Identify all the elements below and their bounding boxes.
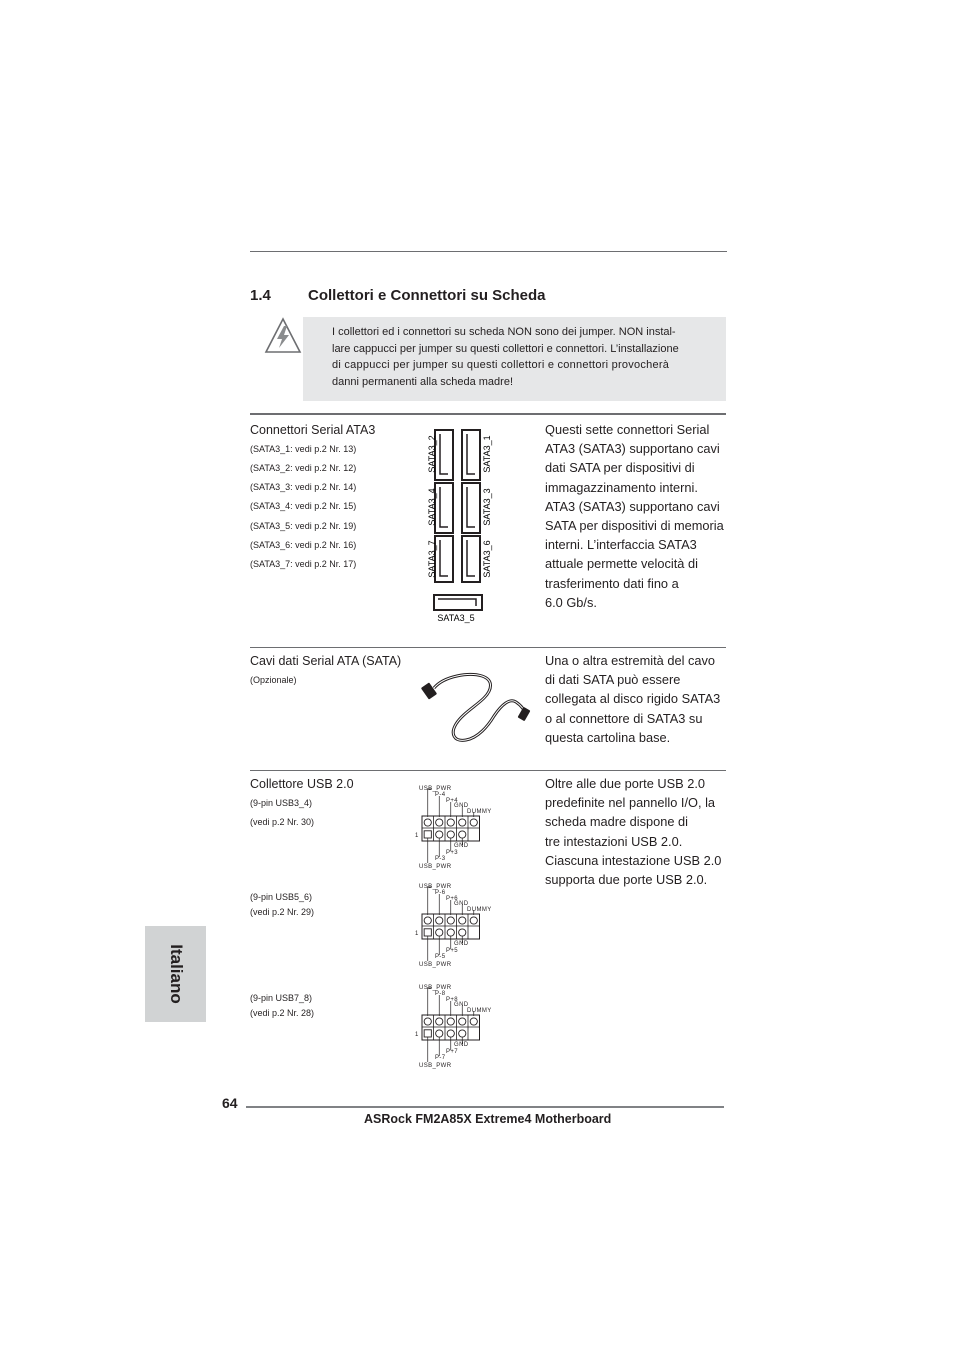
sata-port-sata3-1: [462, 430, 480, 480]
pin-label-gnd: GND: [454, 843, 469, 849]
footer-rule: [246, 1106, 724, 1108]
description-line: questa cartolina base.: [545, 729, 671, 745]
pin-label-usb-pwr: USB_PWR: [419, 1063, 452, 1069]
sata-ref: (SATA3_2: vedi p.2 Nr. 12): [250, 463, 357, 473]
usb-header-pin: (9-pin USB5_6): [250, 892, 313, 902]
header-pin: [459, 831, 466, 838]
header-pin: [459, 929, 466, 936]
usb-label: Collettore USB 2.0: [250, 777, 354, 791]
description-line: dati SATA per dispositivi di: [545, 460, 695, 476]
sata-port-sata3-5: [434, 595, 482, 610]
header-pin: [436, 929, 443, 936]
header-pin: [447, 831, 454, 838]
description-line: interni. L’interfaccia SATA3: [545, 537, 697, 553]
pin-label-gnd: GND: [454, 901, 469, 907]
header-pin: [470, 1018, 477, 1025]
description-line: ATA3 (SATA3) supportano cavi: [545, 498, 720, 514]
pin-label: P+3: [446, 850, 459, 856]
sata-connector-diagram: [418, 424, 498, 629]
warning-text: [332, 324, 682, 390]
description-line: 6.0 Gb/s.: [545, 594, 597, 610]
pin-label-usb-pwr: USB_PWR: [419, 786, 452, 792]
cable-description: [545, 651, 730, 747]
sata-port-label: SATA3_2: [427, 435, 437, 473]
sata-port-label: SATA3_5: [437, 613, 475, 623]
sata-ref: (SATA3_5: vedi p.2 Nr. 19): [250, 521, 357, 531]
usb-header-ref: (vedi p.2 Nr. 28): [250, 1008, 315, 1018]
sata-description: [545, 420, 730, 612]
description-line: predefinite nel pannello I/O, la: [545, 795, 716, 811]
warning-line: lare cappucci per jumper su questi collettori e connettori. L’installazione: [332, 342, 679, 355]
language-side-tab: [145, 926, 206, 1022]
warning-line: danni permanenti alla scheda madre!: [332, 375, 514, 388]
header-pin-1: [424, 831, 431, 838]
header-pin: [459, 1030, 466, 1037]
header-pin: [436, 819, 443, 826]
pin-label-gnd: GND: [454, 941, 469, 947]
usb-header-diagram: [412, 781, 512, 871]
header-pin: [470, 819, 477, 826]
pin-label-dummy: DUMMY: [467, 809, 492, 815]
description-line: Ciascuna intestazione USB 2.0: [545, 852, 722, 868]
header-pin: [459, 917, 466, 924]
warning-box: [303, 317, 726, 401]
usb-header-pin: (9-pin USB3_4): [250, 798, 313, 808]
pin-label-gnd: GND: [454, 803, 469, 809]
sata-port-sata3-2: [435, 430, 453, 480]
sata-port-label: SATA3_1: [482, 435, 492, 473]
sata-port-label: SATA3_4: [427, 488, 437, 526]
header-pin: [447, 1030, 454, 1037]
pin-label: P+4: [446, 798, 459, 804]
sata-port-sata3-6: [462, 536, 480, 582]
header-pin: [424, 1018, 431, 1025]
description-line: o al connettore di SATA3 su: [545, 710, 703, 726]
header-pin-1: [424, 929, 431, 936]
sata-ref: (SATA3_7: vedi p.2 Nr. 17): [250, 559, 357, 569]
usb-header-ref: (vedi p.2 Nr. 29): [250, 907, 315, 917]
sata-section-rule: [250, 413, 726, 415]
sata-port-label: SATA3_7: [427, 540, 437, 578]
header-pin: [436, 917, 443, 924]
pin-label-usb-pwr: USB_PWR: [419, 884, 452, 890]
pin-label-usb-pwr: USB_PWR: [419, 962, 452, 968]
usb-description: [545, 774, 730, 889]
header-pin: [459, 819, 466, 826]
pin-label-1: 1: [415, 931, 419, 937]
sata-port-sata3-3: [462, 483, 480, 533]
cable-section-rule: [250, 647, 726, 648]
page-number: 64: [222, 1095, 238, 1111]
warning-line: di cappucci per jumper su questi collettori e connettori provocherà: [332, 359, 670, 372]
language-tab-label: Italiano: [166, 944, 186, 1004]
header-pin: [436, 1030, 443, 1037]
header-pin: [447, 929, 454, 936]
pin-label-usb-pwr: USB_PWR: [419, 864, 452, 870]
pin-label-1: 1: [415, 833, 419, 839]
section-title-text: Collettori e Connettori su Scheda: [308, 287, 546, 304]
usb-header-ref: (vedi p.2 Nr. 30): [250, 817, 315, 827]
description-line: SATA per dispositivi di memoria: [545, 518, 724, 534]
description-line: Questi sette connettori Serial: [545, 422, 710, 437]
description-line: scheda madre dispone di: [545, 814, 688, 830]
section-number: 1.4: [250, 287, 271, 304]
pin-label: P+5: [446, 948, 459, 954]
pin-label: P+7: [446, 1049, 459, 1055]
description-line: immagazzinamento interni.: [545, 479, 698, 495]
sata-ref: (SATA3_6: vedi p.2 Nr. 16): [250, 540, 357, 550]
description-line: ATA3 (SATA3) supportano cavi: [545, 441, 720, 457]
sata-ref: (SATA3_1: vedi p.2 Nr. 13): [250, 444, 357, 454]
pin-label-gnd: GND: [454, 1002, 469, 1008]
sata-port-label: SATA3_6: [482, 540, 492, 578]
pin-label: P-8: [435, 991, 446, 997]
pin-label-dummy: DUMMY: [467, 907, 492, 913]
header-pin: [470, 917, 477, 924]
cable-note: (Opzionale): [250, 675, 297, 685]
warning-line: I collettori ed i connettori su scheda NON sono dei jumper. NON instal-: [332, 326, 676, 338]
description-line: trasferimento dati fino a: [545, 575, 679, 591]
header-rule: [250, 251, 727, 252]
section-title: [250, 287, 546, 304]
footer-text: ASRock FM2A85X Extreme4 Motherboard: [364, 1112, 612, 1126]
description-line: Oltre alle due porte USB 2.0: [545, 776, 706, 791]
sata-cable-illustration: [414, 668, 536, 746]
description-line: Una o altra estremità del cavo: [545, 653, 715, 668]
usb-section-rule: [250, 770, 726, 771]
pin-label-1: 1: [415, 1032, 419, 1038]
header-pin: [459, 1018, 466, 1025]
header-pin: [436, 831, 443, 838]
sata-port-label: SATA3_3: [482, 488, 492, 526]
header-pin: [447, 819, 454, 826]
sata-port-sata3-4: [435, 483, 453, 533]
pin-label: P-3: [435, 856, 446, 862]
description-line: attuale permette velocità di: [545, 556, 698, 572]
usb-header-diagram: [412, 980, 512, 1070]
usb-header-pin: (9-pin USB7_8): [250, 993, 313, 1003]
pin-label-usb-pwr: USB_PWR: [419, 985, 452, 991]
description-line: di dati SATA può essere: [545, 672, 681, 688]
sata-ref: (SATA3_3: vedi p.2 Nr. 14): [250, 482, 357, 492]
description-line: tre intestazioni USB 2.0.: [545, 833, 683, 849]
sata-ref: (SATA3_4: vedi p.2 Nr. 15): [250, 501, 357, 511]
pin-label: P-4: [435, 792, 446, 798]
header-pin: [447, 917, 454, 924]
header-pin: [424, 819, 431, 826]
usb-header-diagram: [412, 879, 512, 969]
pin-label-gnd: GND: [454, 1042, 469, 1048]
description-line: collegata al disco rigido SATA3: [545, 691, 721, 707]
cable-label: Cavi dati Serial ATA (SATA): [250, 654, 402, 668]
pin-label: P-7: [435, 1055, 446, 1061]
pin-label: P-5: [435, 954, 446, 960]
header-pin: [436, 1018, 443, 1025]
pin-label: P+6: [446, 896, 459, 902]
description-line: supporta due porte USB 2.0.: [545, 872, 708, 888]
sata-port-sata3-7: [435, 536, 453, 582]
sata-label: Connettori Serial ATA3: [250, 423, 376, 437]
header-pin-1: [424, 1030, 431, 1037]
pin-label: P+8: [446, 997, 459, 1003]
pin-label-dummy: DUMMY: [467, 1008, 492, 1014]
header-pin: [424, 917, 431, 924]
warning-icon: [263, 316, 303, 356]
pin-label: P-6: [435, 890, 446, 896]
header-pin: [447, 1018, 454, 1025]
